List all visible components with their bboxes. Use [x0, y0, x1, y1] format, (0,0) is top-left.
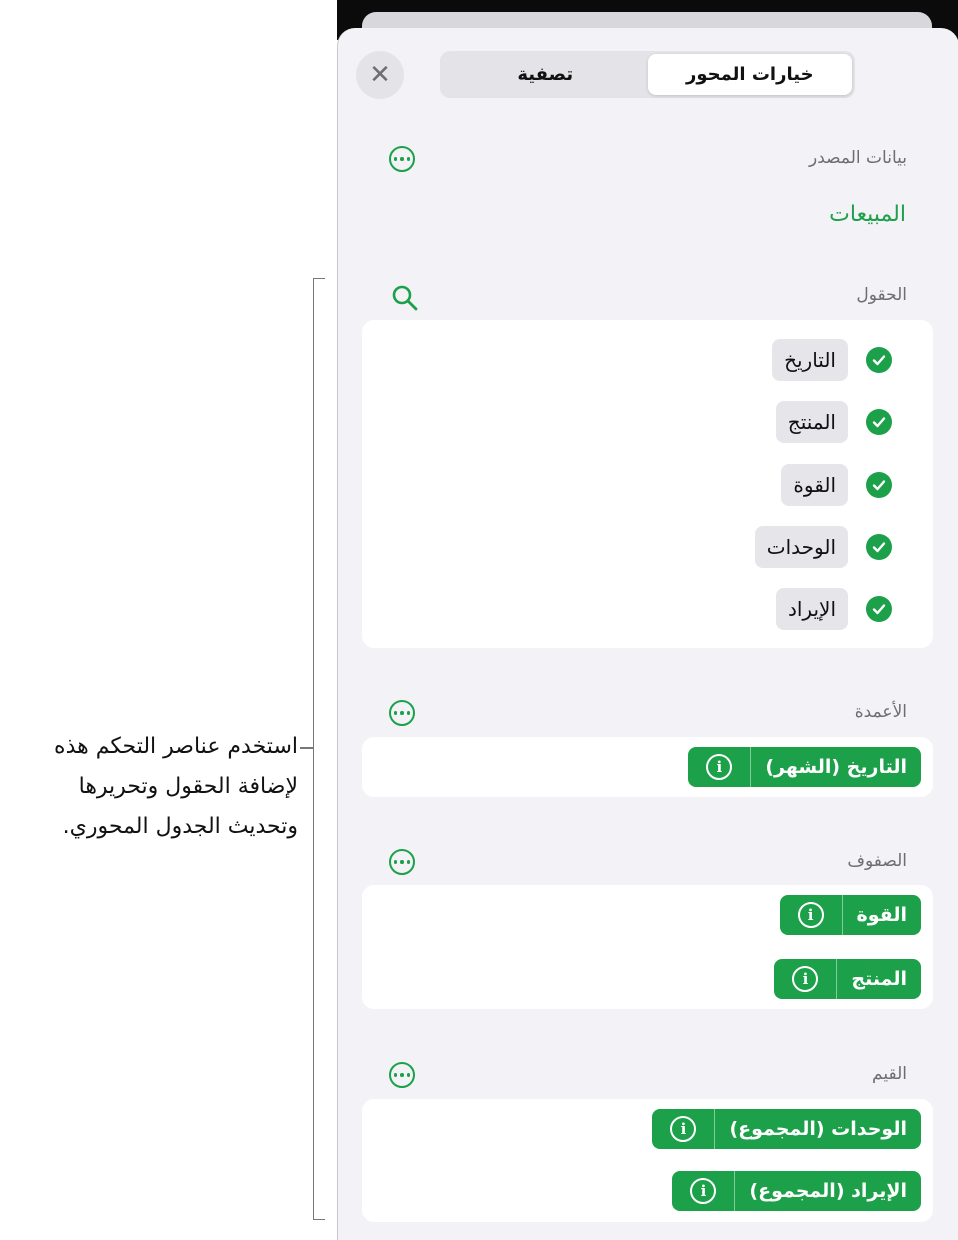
columns-label: الأعمدة	[854, 702, 907, 722]
value-field-pill[interactable]	[672, 1171, 921, 1211]
values-more-icon[interactable]	[389, 1062, 415, 1088]
search-icon[interactable]	[390, 283, 420, 313]
callout-bracket	[313, 278, 325, 1220]
field-row[interactable]	[776, 589, 892, 629]
checkmark-icon[interactable]	[866, 596, 892, 622]
rows-label: الصفوف	[847, 851, 907, 871]
checkmark-icon[interactable]	[866, 347, 892, 373]
source-more-icon[interactable]	[389, 146, 415, 172]
callout-line-3: وتحديث الجدول المحوري.	[62, 814, 298, 839]
source-data-value[interactable]: المبيعات	[829, 202, 906, 227]
source-data-label: بيانات المصدر	[809, 148, 907, 168]
row-field-label: المنتج	[851, 968, 907, 990]
checkmark-icon[interactable]	[866, 534, 892, 560]
info-icon: i	[690, 1178, 716, 1204]
field-row[interactable]	[781, 465, 892, 505]
field-pill[interactable]: الإيراد	[776, 588, 848, 630]
rows-card	[362, 885, 933, 1009]
row-field-pill[interactable]	[780, 895, 921, 935]
column-field-label: التاريخ (الشهر)	[765, 756, 907, 778]
info-button[interactable]	[652, 1109, 714, 1149]
info-button[interactable]	[688, 747, 750, 787]
tab-filter[interactable]: تصفية	[517, 64, 574, 85]
field-row[interactable]	[776, 402, 892, 442]
close-icon: ✕	[369, 60, 391, 90]
values-card	[362, 1099, 933, 1222]
info-icon: i	[792, 966, 818, 992]
field-pill[interactable]: المنتج	[776, 401, 848, 443]
tab-pivot-options[interactable]: خيارات المحور	[648, 54, 853, 95]
field-row[interactable]	[755, 527, 892, 567]
fields-label: الحقول	[856, 285, 907, 305]
fields-card	[362, 320, 933, 648]
field-row[interactable]	[772, 340, 892, 380]
checkmark-icon[interactable]	[866, 409, 892, 435]
field-pill[interactable]: التاريخ	[772, 339, 848, 381]
callout-text	[6, 727, 298, 847]
field-pill[interactable]: القوة	[781, 464, 848, 506]
close-button[interactable]	[356, 51, 404, 99]
columns-card	[362, 737, 933, 797]
value-field-label: الوحدات (المجموع)	[729, 1118, 907, 1140]
columns-more-icon[interactable]	[389, 700, 415, 726]
value-field-label: الإيراد (المجموع)	[749, 1180, 907, 1202]
tab-control	[440, 51, 855, 98]
values-label: القيم	[872, 1064, 907, 1084]
info-button[interactable]	[780, 895, 842, 935]
rows-more-icon[interactable]	[389, 849, 415, 875]
column-field-pill[interactable]	[688, 747, 921, 787]
checkmark-icon[interactable]	[866, 472, 892, 498]
row-field-label: القوة	[856, 904, 907, 926]
callout-line-1: استخدم عناصر التحكم هذه	[54, 734, 298, 759]
info-icon: i	[670, 1116, 696, 1142]
callout-line	[300, 747, 313, 749]
info-icon: i	[706, 754, 732, 780]
info-icon: i	[798, 902, 824, 928]
info-button[interactable]	[774, 959, 836, 999]
row-field-pill[interactable]	[774, 959, 921, 999]
field-pill[interactable]: الوحدات	[755, 526, 848, 568]
callout-line-2: لإضافة الحقول وتحريرها	[78, 774, 298, 799]
info-button[interactable]	[672, 1171, 734, 1211]
value-field-pill[interactable]	[652, 1109, 921, 1149]
